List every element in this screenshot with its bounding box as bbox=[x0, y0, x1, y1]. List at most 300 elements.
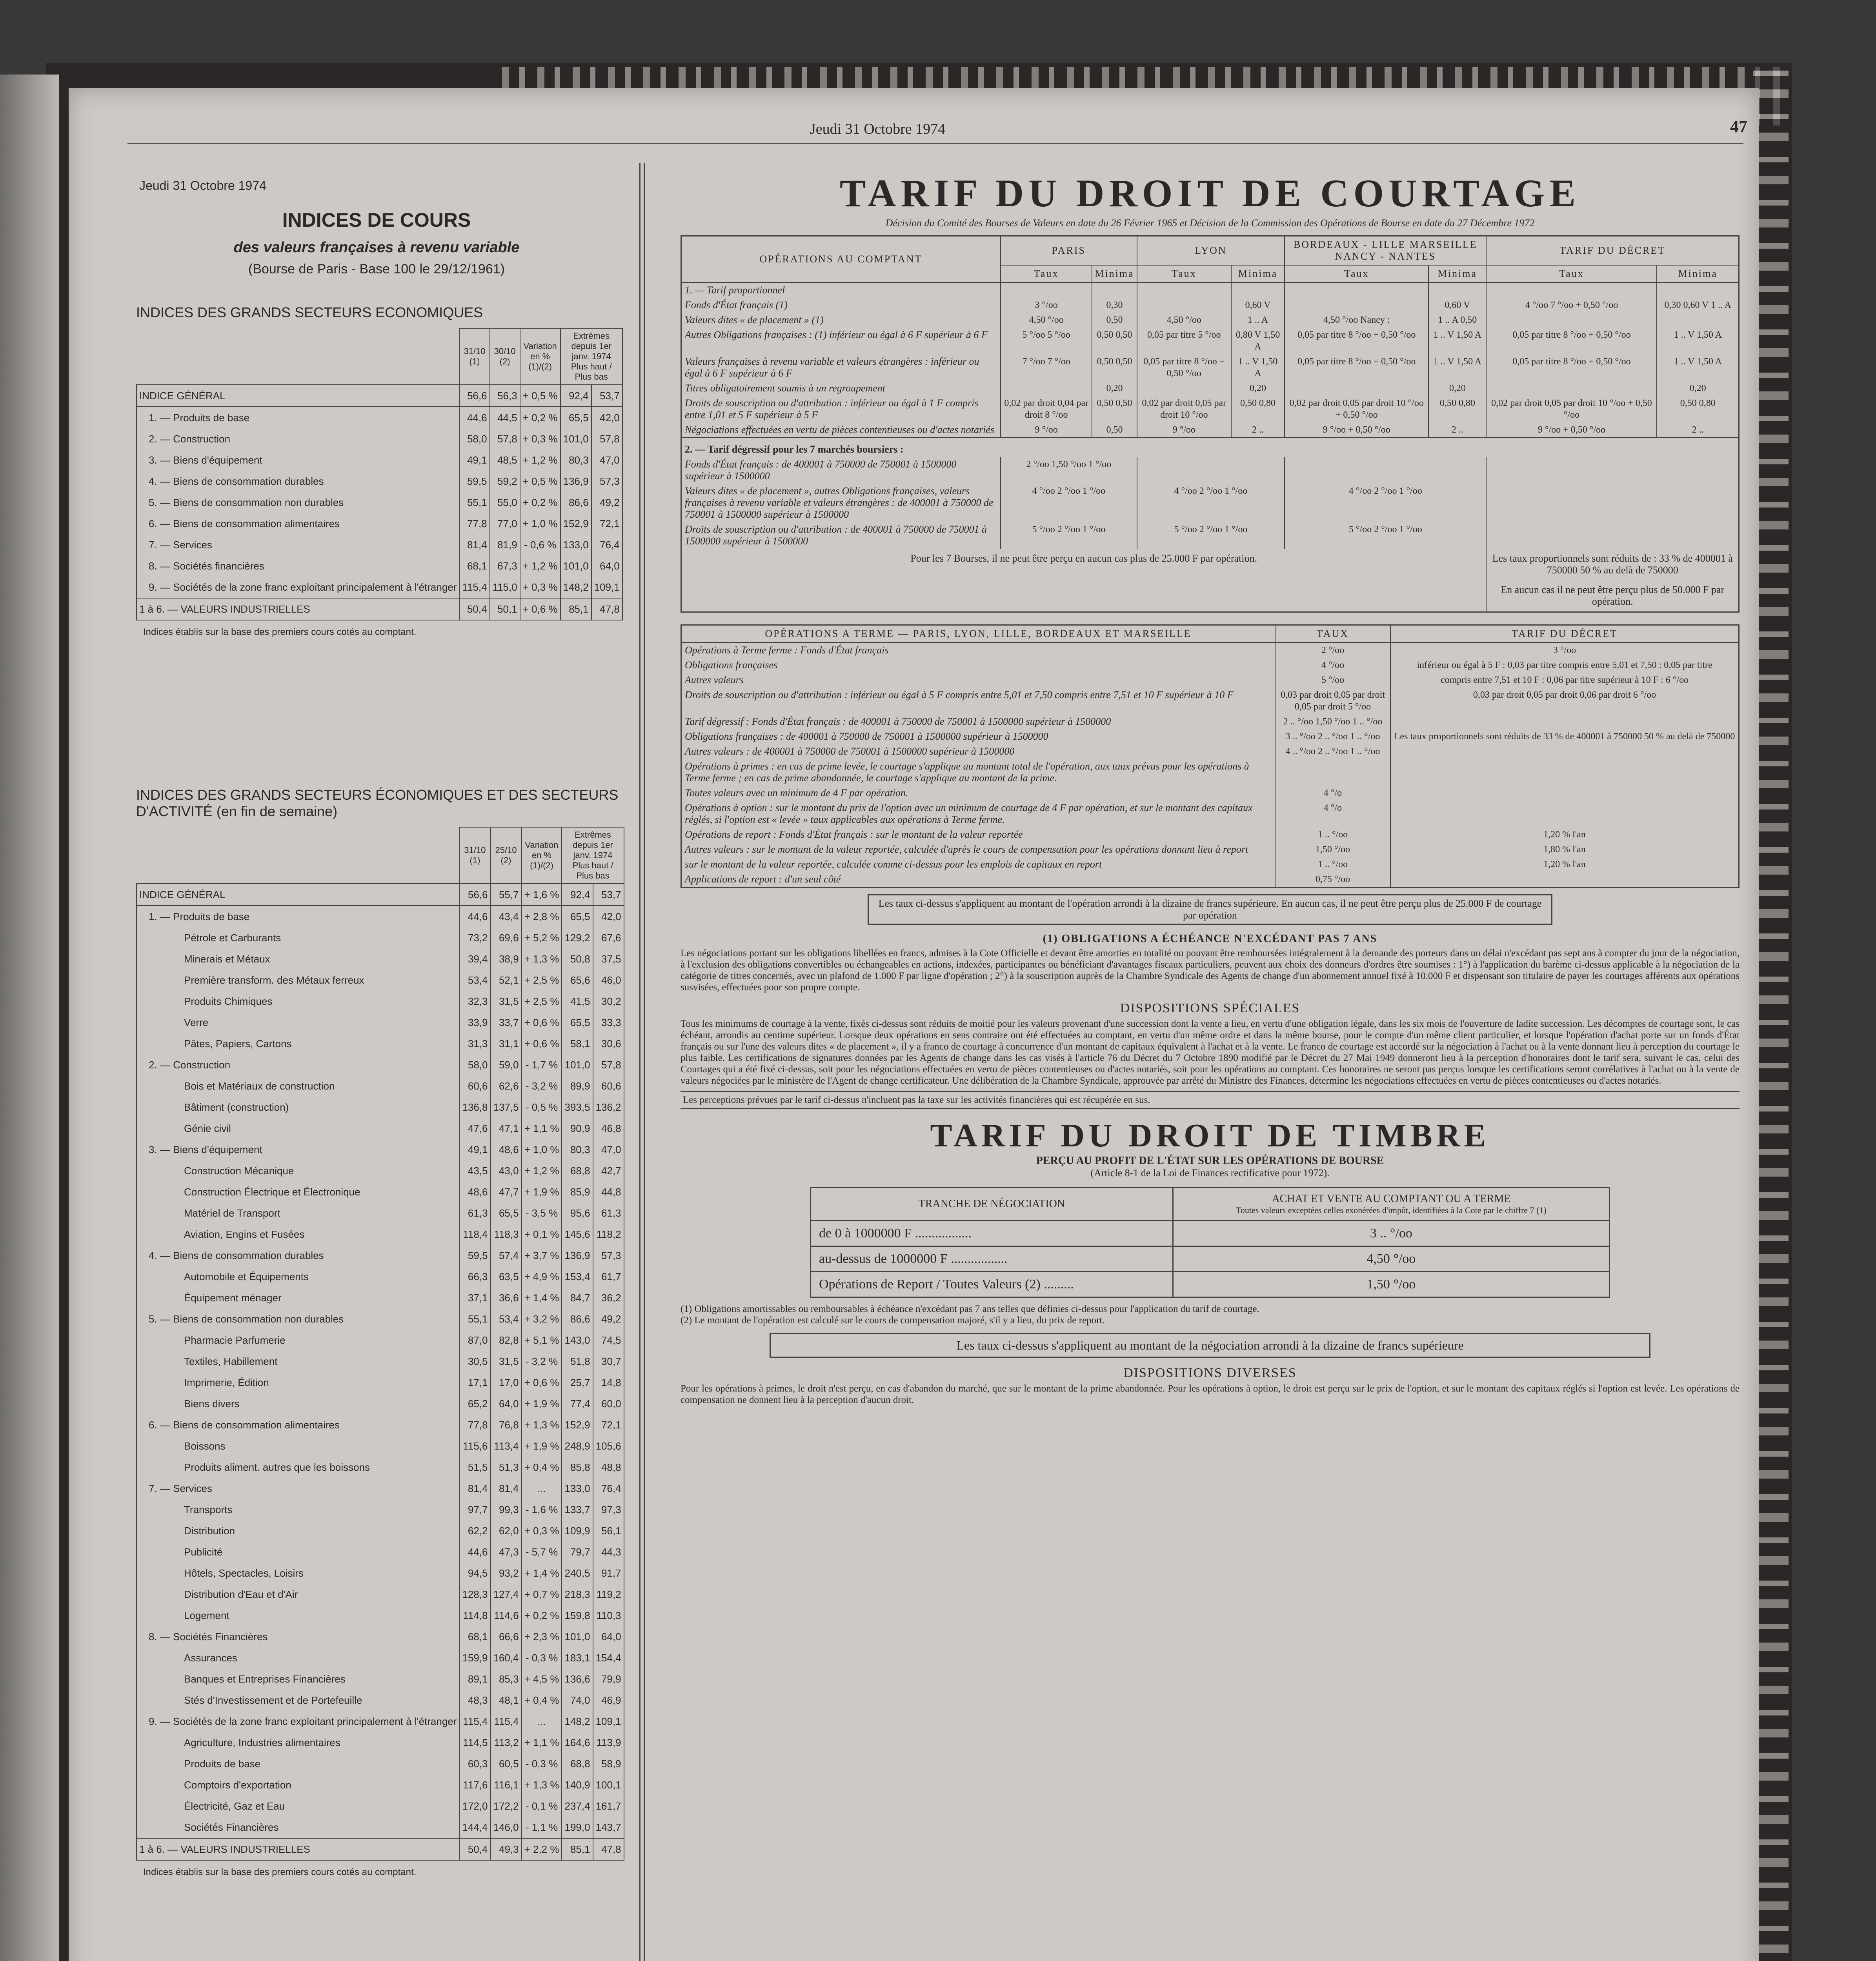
index-high: 237,4 bbox=[562, 1795, 593, 1817]
rate-cell bbox=[1001, 282, 1092, 298]
rate-cell bbox=[1657, 282, 1739, 298]
rate-cell: 2 .. bbox=[1657, 422, 1739, 438]
index-row bbox=[136, 927, 624, 948]
col-taux: Taux bbox=[1486, 265, 1657, 282]
index-label: Hôtels, Spectacles, Loisirs bbox=[136, 1563, 459, 1584]
rate-cell: 0,60 V bbox=[1428, 298, 1486, 313]
index-variation: - 3,2 % bbox=[522, 1351, 562, 1372]
indices-column bbox=[127, 167, 626, 1878]
index-label: Publicité bbox=[136, 1541, 459, 1563]
index-row bbox=[136, 1478, 624, 1499]
index-row bbox=[136, 1160, 624, 1181]
operation-label: Droits de souscription ou d'attribution : inférieur ou égal à 5 F compris entre 5,01 et 7,50 compris entre 7,51 et 10 F supérieur à 10 F bbox=[681, 688, 1276, 714]
index-value-current: 59,5 bbox=[459, 1245, 490, 1266]
index-low: 64,0 bbox=[591, 555, 622, 577]
col-minima: Minima bbox=[1231, 265, 1285, 282]
rate-cell: 1 .. °/oo bbox=[1275, 827, 1390, 842]
rate-cell: 9 °/oo bbox=[1001, 422, 1092, 438]
index-variation: + 0,6 % bbox=[522, 1012, 562, 1033]
index-low: 60,0 bbox=[593, 1393, 624, 1414]
index-row bbox=[136, 991, 624, 1012]
index-low: 79,9 bbox=[593, 1668, 624, 1690]
rate-cell: 0,20 bbox=[1428, 381, 1486, 396]
index-low: 42,0 bbox=[593, 906, 624, 927]
index-value-current: 44,6 bbox=[459, 1541, 490, 1563]
index-high: 101,0 bbox=[560, 428, 591, 449]
index-high: 133,7 bbox=[562, 1499, 593, 1520]
col-header: 30/10 (2) bbox=[490, 328, 520, 385]
index-variation: + 3,2 % bbox=[522, 1308, 562, 1330]
index-value-current: 77,8 bbox=[459, 1414, 490, 1435]
decret-cell bbox=[1390, 759, 1739, 786]
index-high: 95,6 bbox=[562, 1202, 593, 1224]
courtage-title: TARIF DU DROIT DE COURTAGE bbox=[839, 171, 1581, 215]
index-value-previous: 160,4 bbox=[491, 1647, 522, 1668]
index-row bbox=[136, 407, 622, 428]
index-value-current: 60,3 bbox=[459, 1753, 490, 1774]
index-value-current: 50,4 bbox=[459, 1838, 490, 1860]
index-high: 143,0 bbox=[562, 1330, 593, 1351]
obligations-title: (1) OBLIGATIONS A ÉCHÉANCE N'EXCÉDANT PAS 7 ANS bbox=[1043, 933, 1377, 945]
col-taux: TAUX bbox=[1275, 625, 1390, 643]
operation-label: Toutes valeurs avec un minimum de 4 F par opération. bbox=[681, 786, 1276, 800]
index-low: 58,9 bbox=[593, 1753, 624, 1774]
index-value-previous: 43,4 bbox=[491, 906, 522, 927]
rate-cell: 5 °/oo 2 °/oo 1 °/oo bbox=[1001, 522, 1137, 549]
operation-label: Négociations effectuées en vertu de pièces contentieuses ou d'actes notariés bbox=[681, 422, 1001, 438]
index-value-previous: 127,4 bbox=[491, 1584, 522, 1605]
index-value-current: 136,8 bbox=[459, 1097, 490, 1118]
index-high: 80,3 bbox=[562, 1139, 593, 1160]
rate-cell: 5 °/oo 2 °/oo 1 °/oo bbox=[1285, 522, 1486, 549]
index-value-previous: 62,6 bbox=[491, 1075, 522, 1097]
index-value-current: 117,6 bbox=[459, 1774, 490, 1795]
degressif-row bbox=[681, 484, 1739, 522]
index-value-current: 97,7 bbox=[459, 1499, 490, 1520]
index-variation: + 1,6 % bbox=[522, 884, 562, 906]
rate-cell: 0,50 bbox=[1092, 422, 1137, 438]
rate-cell: 0,05 par titre 5 °/oo bbox=[1137, 327, 1231, 354]
index-row bbox=[136, 1393, 624, 1414]
index-high: 51,8 bbox=[562, 1351, 593, 1372]
rate-cell: 1 .. A 0,50 bbox=[1428, 313, 1486, 327]
index-row bbox=[136, 492, 622, 513]
index-low: 113,9 bbox=[593, 1732, 624, 1753]
index-variation: - 1,1 % bbox=[522, 1817, 562, 1838]
rate-cell: 0,50 0,80 bbox=[1428, 396, 1486, 422]
rate-cell: 4 °/oo 2 °/oo 1 °/oo bbox=[1001, 484, 1137, 522]
index-row bbox=[136, 1626, 624, 1647]
timbre-table bbox=[810, 1187, 1610, 1298]
header-rule bbox=[127, 143, 1743, 144]
index-high: 65,5 bbox=[562, 906, 593, 927]
index-value-previous: 48,6 bbox=[491, 1139, 522, 1160]
index-high: 79,7 bbox=[562, 1541, 593, 1563]
index-low: 110,3 bbox=[593, 1605, 624, 1626]
decret-cell: Les taux proportionnels sont réduits de 33 % de 400001 à 750000 50 % au delà de 750000 bbox=[1390, 729, 1739, 744]
index-label: 7. — Services bbox=[136, 534, 459, 555]
index-row bbox=[136, 1012, 624, 1033]
index-low: 46,9 bbox=[593, 1690, 624, 1711]
operation-label: sur le montant de la valeur reportée, calculée comme ci-dessus pour les emplois de capitaux en report bbox=[681, 857, 1276, 872]
index-label: Produits de base bbox=[136, 1753, 459, 1774]
index-value-previous: 56,3 bbox=[490, 385, 520, 407]
rate-cell: 0,50 0,50 bbox=[1092, 354, 1137, 381]
index-row bbox=[136, 1372, 624, 1393]
index-low: 44,8 bbox=[593, 1181, 624, 1202]
rate-cell: 2 °/oo bbox=[1275, 642, 1390, 658]
operation-label: Obligations françaises : de 400001 à 750000 de 750001 à 1500000 supérieur à 1500000 bbox=[681, 729, 1276, 744]
index-value-previous: 31,1 bbox=[491, 1033, 522, 1054]
index-variation: - 3,2 % bbox=[522, 1075, 562, 1097]
index-low: 47,8 bbox=[593, 1838, 624, 1860]
index-low: 57,3 bbox=[591, 471, 622, 492]
rate-cell: 4 °/oo bbox=[1275, 658, 1390, 673]
index-row bbox=[136, 471, 622, 492]
terme-row bbox=[681, 714, 1739, 729]
index-low: 30,7 bbox=[593, 1351, 624, 1372]
terme-row bbox=[681, 857, 1739, 872]
index-high: 152,9 bbox=[560, 513, 591, 534]
terme-row bbox=[681, 673, 1739, 688]
terme-table bbox=[681, 624, 1740, 888]
index-high: 129,2 bbox=[562, 927, 593, 948]
rate-cell: 0,75 °/oo bbox=[1275, 872, 1390, 888]
col-bordeaux: BORDEAUX - LILLE MARSEILLE NANCY - NANTES bbox=[1285, 236, 1486, 266]
index-label: Pétrole et Carburants bbox=[136, 927, 459, 948]
page-number: 47 bbox=[1730, 117, 1747, 136]
index-low: 48,8 bbox=[593, 1457, 624, 1478]
speciales-text: Tous les minimums de courtage à la vente, fixés ci-dessus sont réduits de moitié pour les valeurs provenant d'une succession dont la vente a lieu, en vertu d'une obligation légale, dans les six mois de l'ouverture de ladite succession. Les décomptes de courtage sont, le cas échéant, arrondis au centime supérieur. Lorsque deux opérations en sens contraire ont été effectuées au comptant, en vertu d'un même ordre et dans la même bourse, pour le compte d'un même client particulier, et lorsque l'opération d'achat porte sur un fonds d'État français ou sur l'une des valeurs dites « de placement », il y a franco de courtage à concurrence d'un montant de capitaux équivalent à l'achat et à la vente. Le franco de courtage est accordé sur la négociation à l'achat ou à la vente donnant lieu à perception du courtage le plus faible. Les certifications de signatures données par les Agents de change dans les cas visés à l'article 76 du Décret du 7 Octobre 1890 modifié par le Décret du 27 Mai 1949 donneront lieu à la perception d'honoraires dont le tarif sera, suivant le cas, celui des Courtages qui a été fixé ci-dessus, soit pour les négociations effectuées en vertu de pièces contentieuses ou d'actes notariés, soit pour les opérations au comptant. Ces honoraires ne seront pas perçus lorsque les certifications seront corrélatives à l'achat ou à la vente de valeurs négociées par le ministère de l'Agent de change certificateur. Une délibération de la Chambre Syndicale, approuvée par arrêté du Ministre des Finances, détermine les négociations effectuées en vertu de pièces contentieuses ou d'actes notariés. bbox=[681, 1019, 1740, 1086]
index-high: 92,4 bbox=[562, 884, 593, 906]
terme-box: Les taux ci-dessus s'appliquent au montant de l'opération arrondi à la dizaine de francs supérieure. En aucun cas, il ne peut être perçu plus de 25.000 F de courtage par opération bbox=[868, 894, 1552, 925]
index-value-current: 114,8 bbox=[459, 1605, 490, 1626]
index-row bbox=[136, 1266, 624, 1287]
index-row bbox=[136, 1054, 624, 1075]
index-variation: + 0,6 % bbox=[520, 598, 560, 620]
index-low: 14,8 bbox=[593, 1372, 624, 1393]
index-variation: - 0,5 % bbox=[522, 1097, 562, 1118]
index-value-previous: 172,2 bbox=[491, 1795, 522, 1817]
index-value-current: 31,3 bbox=[459, 1033, 490, 1054]
rate-cell: 4,50 °/oo bbox=[1001, 313, 1092, 327]
index-value-previous: 115,4 bbox=[491, 1711, 522, 1732]
index-label: Construction Mécanique bbox=[136, 1160, 459, 1181]
rate-cell: 5 °/oo bbox=[1275, 673, 1390, 688]
operation-label: Autres valeurs bbox=[681, 673, 1276, 688]
rate-cell: 2 .. °/oo 1,50 °/oo 1 .. °/oo bbox=[1275, 714, 1390, 729]
index-label: Construction Électrique et Électronique bbox=[136, 1181, 459, 1202]
decret-cell bbox=[1390, 744, 1739, 759]
operation-label: Valeurs françaises à revenu variable et valeurs étrangères : inférieur ou égal à 6 F supérieur à 6 F bbox=[681, 354, 1001, 381]
index-label: 4. — Biens de consommation durables bbox=[136, 1245, 459, 1266]
decret-cell bbox=[1390, 800, 1739, 827]
decret-cell: compris entre 7,51 et 10 F : 0,06 par titre supérieur à 10 F : 6 °/oo bbox=[1390, 673, 1739, 688]
index-value-previous: 43,0 bbox=[491, 1160, 522, 1181]
index-variation: + 2,8 % bbox=[522, 906, 562, 927]
tranche-label: de 0 à 1000000 F ................. bbox=[811, 1221, 1173, 1246]
index-value-current: 159,9 bbox=[459, 1647, 490, 1668]
col-minima: Minima bbox=[1092, 265, 1137, 282]
index-low: 33,3 bbox=[593, 1012, 624, 1033]
decret-cell: 1,20 % l'an bbox=[1390, 857, 1739, 872]
index-variation: + 0,5 % bbox=[520, 471, 560, 492]
index-low: 46,8 bbox=[593, 1118, 624, 1139]
index-value-previous: 116,1 bbox=[491, 1774, 522, 1795]
index-variation: + 1,4 % bbox=[522, 1287, 562, 1308]
index-low: 161,7 bbox=[593, 1795, 624, 1817]
index-high: 133,0 bbox=[560, 534, 591, 555]
rate-cell: 4 °/o bbox=[1275, 786, 1390, 800]
operation-label: Valeurs dites « de placement » (1) bbox=[681, 313, 1001, 327]
rate-cell: 1 .. V 1,50 A bbox=[1428, 354, 1486, 381]
index-high: 74,0 bbox=[562, 1690, 593, 1711]
index-label: 8. — Sociétés Financières bbox=[136, 1626, 459, 1647]
terme-row bbox=[681, 842, 1739, 857]
index-value-previous: 49,3 bbox=[491, 1838, 522, 1860]
index-high: 85,9 bbox=[562, 1181, 593, 1202]
index-high: 109,9 bbox=[562, 1520, 593, 1541]
rate-cell: 2 .. bbox=[1428, 422, 1486, 438]
index-row bbox=[136, 1224, 624, 1245]
index-low: 143,7 bbox=[593, 1817, 624, 1838]
col-operations: OPÉRATIONS AU COMPTANT bbox=[681, 236, 1001, 283]
index-high: 41,5 bbox=[562, 991, 593, 1012]
rate-cell bbox=[1137, 381, 1231, 396]
indices-table-2 bbox=[136, 827, 624, 1861]
index-high: 393,5 bbox=[562, 1097, 593, 1118]
index-high: 153,4 bbox=[562, 1266, 593, 1287]
index-value-previous: 113,4 bbox=[491, 1435, 522, 1457]
index-variation: + 5,1 % bbox=[522, 1330, 562, 1351]
index-high: 86,6 bbox=[562, 1308, 593, 1330]
index-label: 6. — Biens de consommation alimentaires bbox=[136, 1414, 459, 1435]
index-high: 80,3 bbox=[560, 449, 591, 471]
index-row bbox=[136, 598, 622, 620]
index-row bbox=[136, 1287, 624, 1308]
index-label: 8. — Sociétés financières bbox=[136, 555, 459, 577]
index-low: 72,1 bbox=[591, 513, 622, 534]
index-high: 65,5 bbox=[560, 407, 591, 428]
index-row bbox=[136, 1351, 624, 1372]
section-title-1: INDICES DES GRANDS SECTEURS ECONOMIQUES bbox=[136, 304, 483, 320]
timbre-box: Les taux ci-dessus s'appliquent au montant de la négociation arrondi à la dizaine de francs supérieure bbox=[770, 1333, 1650, 1358]
index-variation: - 0,6 % bbox=[520, 534, 560, 555]
index-value-previous: 31,5 bbox=[491, 1351, 522, 1372]
index-row bbox=[136, 1795, 624, 1817]
speciales-note: Les perceptions prévues par le tarif ci-dessus n'incluent pas la taxe sur les activités financières qui est récupérée en sus. bbox=[681, 1091, 1740, 1109]
index-low: 47,8 bbox=[591, 598, 622, 620]
index-variation: + 1,4 % bbox=[522, 1563, 562, 1584]
rate-cell: 0,50 0,50 bbox=[1092, 396, 1137, 422]
index-row bbox=[136, 1690, 624, 1711]
index-value-previous: 31,5 bbox=[491, 991, 522, 1012]
terme-row bbox=[681, 729, 1739, 744]
col-header: Extrêmes depuis 1er janv. 1974 Plus haut / Plus bas bbox=[560, 328, 622, 385]
rate-cell bbox=[1486, 381, 1657, 396]
col-achat-vente: ACHAT ET VENTE AU COMPTANT OU A TERME Toutes valeurs exceptées celles exonérées d'impôt, identifiées à la Cote par le chiffre 7 (1) bbox=[1173, 1188, 1609, 1221]
index-low: 97,3 bbox=[593, 1499, 624, 1520]
index-high: 183,1 bbox=[562, 1647, 593, 1668]
index-variation: - 3,5 % bbox=[522, 1202, 562, 1224]
index-high: 140,9 bbox=[562, 1774, 593, 1795]
index-value-current: 48,6 bbox=[459, 1181, 490, 1202]
index-variation: + 1,1 % bbox=[522, 1118, 562, 1139]
terme-row bbox=[681, 744, 1739, 759]
terme-row bbox=[681, 872, 1739, 888]
diverses-title: DISPOSITIONS DIVERSES bbox=[1123, 1366, 1297, 1380]
index-label: 1. — Produits de base bbox=[136, 906, 459, 927]
index-high: 90,9 bbox=[562, 1118, 593, 1139]
index-value-current: 128,3 bbox=[459, 1584, 490, 1605]
rate-cell bbox=[1137, 298, 1231, 313]
index-label: Verre bbox=[136, 1012, 459, 1033]
rate-cell bbox=[1275, 759, 1390, 786]
rate-cell: 9 °/oo + 0,50 °/oo bbox=[1285, 422, 1428, 438]
operation-label: Opérations à Terme ferme : Fonds d'État français bbox=[681, 642, 1276, 658]
rate-cell bbox=[1486, 313, 1657, 327]
index-variation: + 0,1 % bbox=[522, 1224, 562, 1245]
operation-label: Obligations françaises bbox=[681, 658, 1276, 673]
index-value-previous: 53,4 bbox=[491, 1308, 522, 1330]
index-row bbox=[136, 534, 622, 555]
courtage-row bbox=[681, 327, 1739, 354]
terme-row bbox=[681, 688, 1739, 714]
rate-cell: 0,80 V 1,50 A bbox=[1231, 327, 1285, 354]
index-high: 101,0 bbox=[560, 555, 591, 577]
decret-cell: 3 °/oo bbox=[1390, 642, 1739, 658]
rate-cell bbox=[1285, 381, 1428, 396]
index-high: 145,6 bbox=[562, 1224, 593, 1245]
index-row bbox=[136, 1711, 624, 1732]
index-value-current: 77,8 bbox=[459, 513, 489, 534]
index-row bbox=[136, 1181, 624, 1202]
index-variation: + 1,0 % bbox=[520, 513, 560, 534]
index-low: 57,8 bbox=[591, 428, 622, 449]
index-label: Génie civil bbox=[136, 1118, 459, 1139]
index-value-previous: 146,0 bbox=[491, 1817, 522, 1838]
index-label: Équipement ménager bbox=[136, 1287, 459, 1308]
index-value-current: 144,4 bbox=[459, 1817, 490, 1838]
index-value-previous: 47,3 bbox=[491, 1541, 522, 1563]
decret-cell bbox=[1390, 872, 1739, 888]
index-low: 72,1 bbox=[593, 1414, 624, 1435]
index-high: 133,0 bbox=[562, 1478, 593, 1499]
index-value-current: 58,0 bbox=[459, 428, 489, 449]
index-high: 199,0 bbox=[562, 1817, 593, 1838]
col-taux: Taux bbox=[1001, 265, 1092, 282]
rate-cell: 0,20 bbox=[1231, 381, 1285, 396]
operation-label: Fonds d'État français (1) bbox=[681, 298, 1001, 313]
index-label: 1 à 6. — VALEURS INDUSTRIELLES bbox=[136, 1838, 459, 1860]
terme-row bbox=[681, 642, 1739, 658]
index-high: 68,8 bbox=[562, 1753, 593, 1774]
courtage-row bbox=[681, 313, 1739, 327]
index-low: 30,6 bbox=[593, 1033, 624, 1054]
index-row bbox=[136, 1118, 624, 1139]
rate-cell: 1 .. °/oo bbox=[1275, 857, 1390, 872]
index-variation: - 1,7 % bbox=[522, 1054, 562, 1075]
index-value-current: 66,3 bbox=[459, 1266, 490, 1287]
index-label: 5. — Biens de consommation non durables bbox=[136, 1308, 459, 1330]
diverses-text: Pour les opérations à primes, le droit n'est perçu, en cas d'abandon du marché, que sur le montant de la prime abandonnée. Pour les opérations à option, le droit est perçu sur le prix de l'option, et sur le montant des capitaux réglés si l'option est levée. Les opérations de compensation ne donnent lieu à la perception d'aucun droit. bbox=[681, 1383, 1740, 1405]
rate-cell bbox=[1285, 457, 1486, 484]
index-value-current: 30,5 bbox=[459, 1351, 490, 1372]
operation-label: Autres valeurs : sur le montant de la valeur reportée, calculée d'après le cours de compensation pour les opérations donnant lieu à report bbox=[681, 842, 1276, 857]
courtage-table bbox=[681, 235, 1740, 613]
index-label: Produits aliment. autres que les boissons bbox=[136, 1457, 459, 1478]
decret-cell: 0,03 par droit 0,05 par droit 0,06 par droit 6 °/oo bbox=[1390, 688, 1739, 714]
index-value-previous: 82,8 bbox=[491, 1330, 522, 1351]
index-low: 46,0 bbox=[593, 970, 624, 991]
index-high: 84,7 bbox=[562, 1287, 593, 1308]
rate-cell: 1,50 °/oo bbox=[1275, 842, 1390, 857]
index-high: 68,8 bbox=[562, 1160, 593, 1181]
index-high: 148,2 bbox=[560, 577, 591, 598]
rate-cell bbox=[1137, 282, 1231, 298]
index-variation: + 0,7 % bbox=[522, 1584, 562, 1605]
empty-cell bbox=[1486, 457, 1739, 484]
index-value-current: 56,6 bbox=[459, 385, 489, 407]
terme-title: OPÉRATIONS A TERME — PARIS, LYON, LILLE, BORDEAUX ET MARSEILLE bbox=[681, 625, 1276, 643]
index-high: 85,1 bbox=[560, 598, 591, 620]
timbre-article: (Article 8-1 de la Loi de Finances rectificative pour 1972). bbox=[1090, 1167, 1330, 1179]
index-variation: + 4,5 % bbox=[522, 1668, 562, 1690]
index-row bbox=[136, 1520, 624, 1541]
index-label: Première transform. des Métaux ferreux bbox=[136, 970, 459, 991]
terme-row bbox=[681, 800, 1739, 827]
index-value-previous: 51,3 bbox=[491, 1457, 522, 1478]
index-low: 74,5 bbox=[593, 1330, 624, 1351]
index-value-previous: 59,2 bbox=[490, 471, 520, 492]
rate-cell: 1 .. V 1,50 A bbox=[1657, 354, 1739, 381]
index-label: Textiles, Habillement bbox=[136, 1351, 459, 1372]
index-label: Électricité, Gaz et Eau bbox=[136, 1795, 459, 1817]
operation-label: Droits de souscription ou d'attribution : inférieur ou égal à 1 F compris entre 1,01 et 5 F supérieur à 5 F bbox=[681, 396, 1001, 422]
index-row bbox=[136, 428, 622, 449]
index-value-current: 56,6 bbox=[459, 884, 490, 906]
index-value-current: 94,5 bbox=[459, 1563, 490, 1584]
empty-cell bbox=[1486, 522, 1739, 549]
index-label: Pharmacie Parfumerie bbox=[136, 1330, 459, 1351]
operation-label: Titres obligatoirement soumis à un regroupement bbox=[681, 381, 1001, 396]
terme-row bbox=[681, 658, 1739, 673]
index-low: 30,2 bbox=[593, 991, 624, 1012]
index-value-previous: 52,1 bbox=[491, 970, 522, 991]
rate-cell: 1 .. A bbox=[1231, 313, 1285, 327]
index-value-current: 61,3 bbox=[459, 1202, 490, 1224]
index-row bbox=[136, 970, 624, 991]
index-high: 25,7 bbox=[562, 1372, 593, 1393]
index-variation: + 3,7 % bbox=[522, 1245, 562, 1266]
index-value-previous: 66,6 bbox=[491, 1626, 522, 1647]
timbre-subtitle: PERÇU AU PROFIT DE L'ÉTAT SUR LES OPÉRATIONS DE BOURSE bbox=[1036, 1155, 1384, 1167]
rate-cell: 0,02 par droit 0,05 par droit 10 °/oo bbox=[1137, 396, 1231, 422]
index-low: 57,8 bbox=[593, 1054, 624, 1075]
rate-cell: 5 °/oo 5 °/oo bbox=[1001, 327, 1092, 354]
indices-subtitle: des valeurs françaises à revenu variable bbox=[233, 239, 520, 256]
index-low: 100,1 bbox=[593, 1774, 624, 1795]
timbre-row bbox=[811, 1272, 1610, 1297]
index-row bbox=[136, 1817, 624, 1838]
index-value-previous: 67,3 bbox=[490, 555, 520, 577]
index-low: 42,0 bbox=[591, 407, 622, 428]
index-low: 49,2 bbox=[591, 492, 622, 513]
index-value-current: 47,6 bbox=[459, 1118, 490, 1139]
index-label: Aviation, Engins et Fusées bbox=[136, 1224, 459, 1245]
index-high: 85,1 bbox=[562, 1838, 593, 1860]
col-lyon: LYON bbox=[1137, 236, 1285, 266]
